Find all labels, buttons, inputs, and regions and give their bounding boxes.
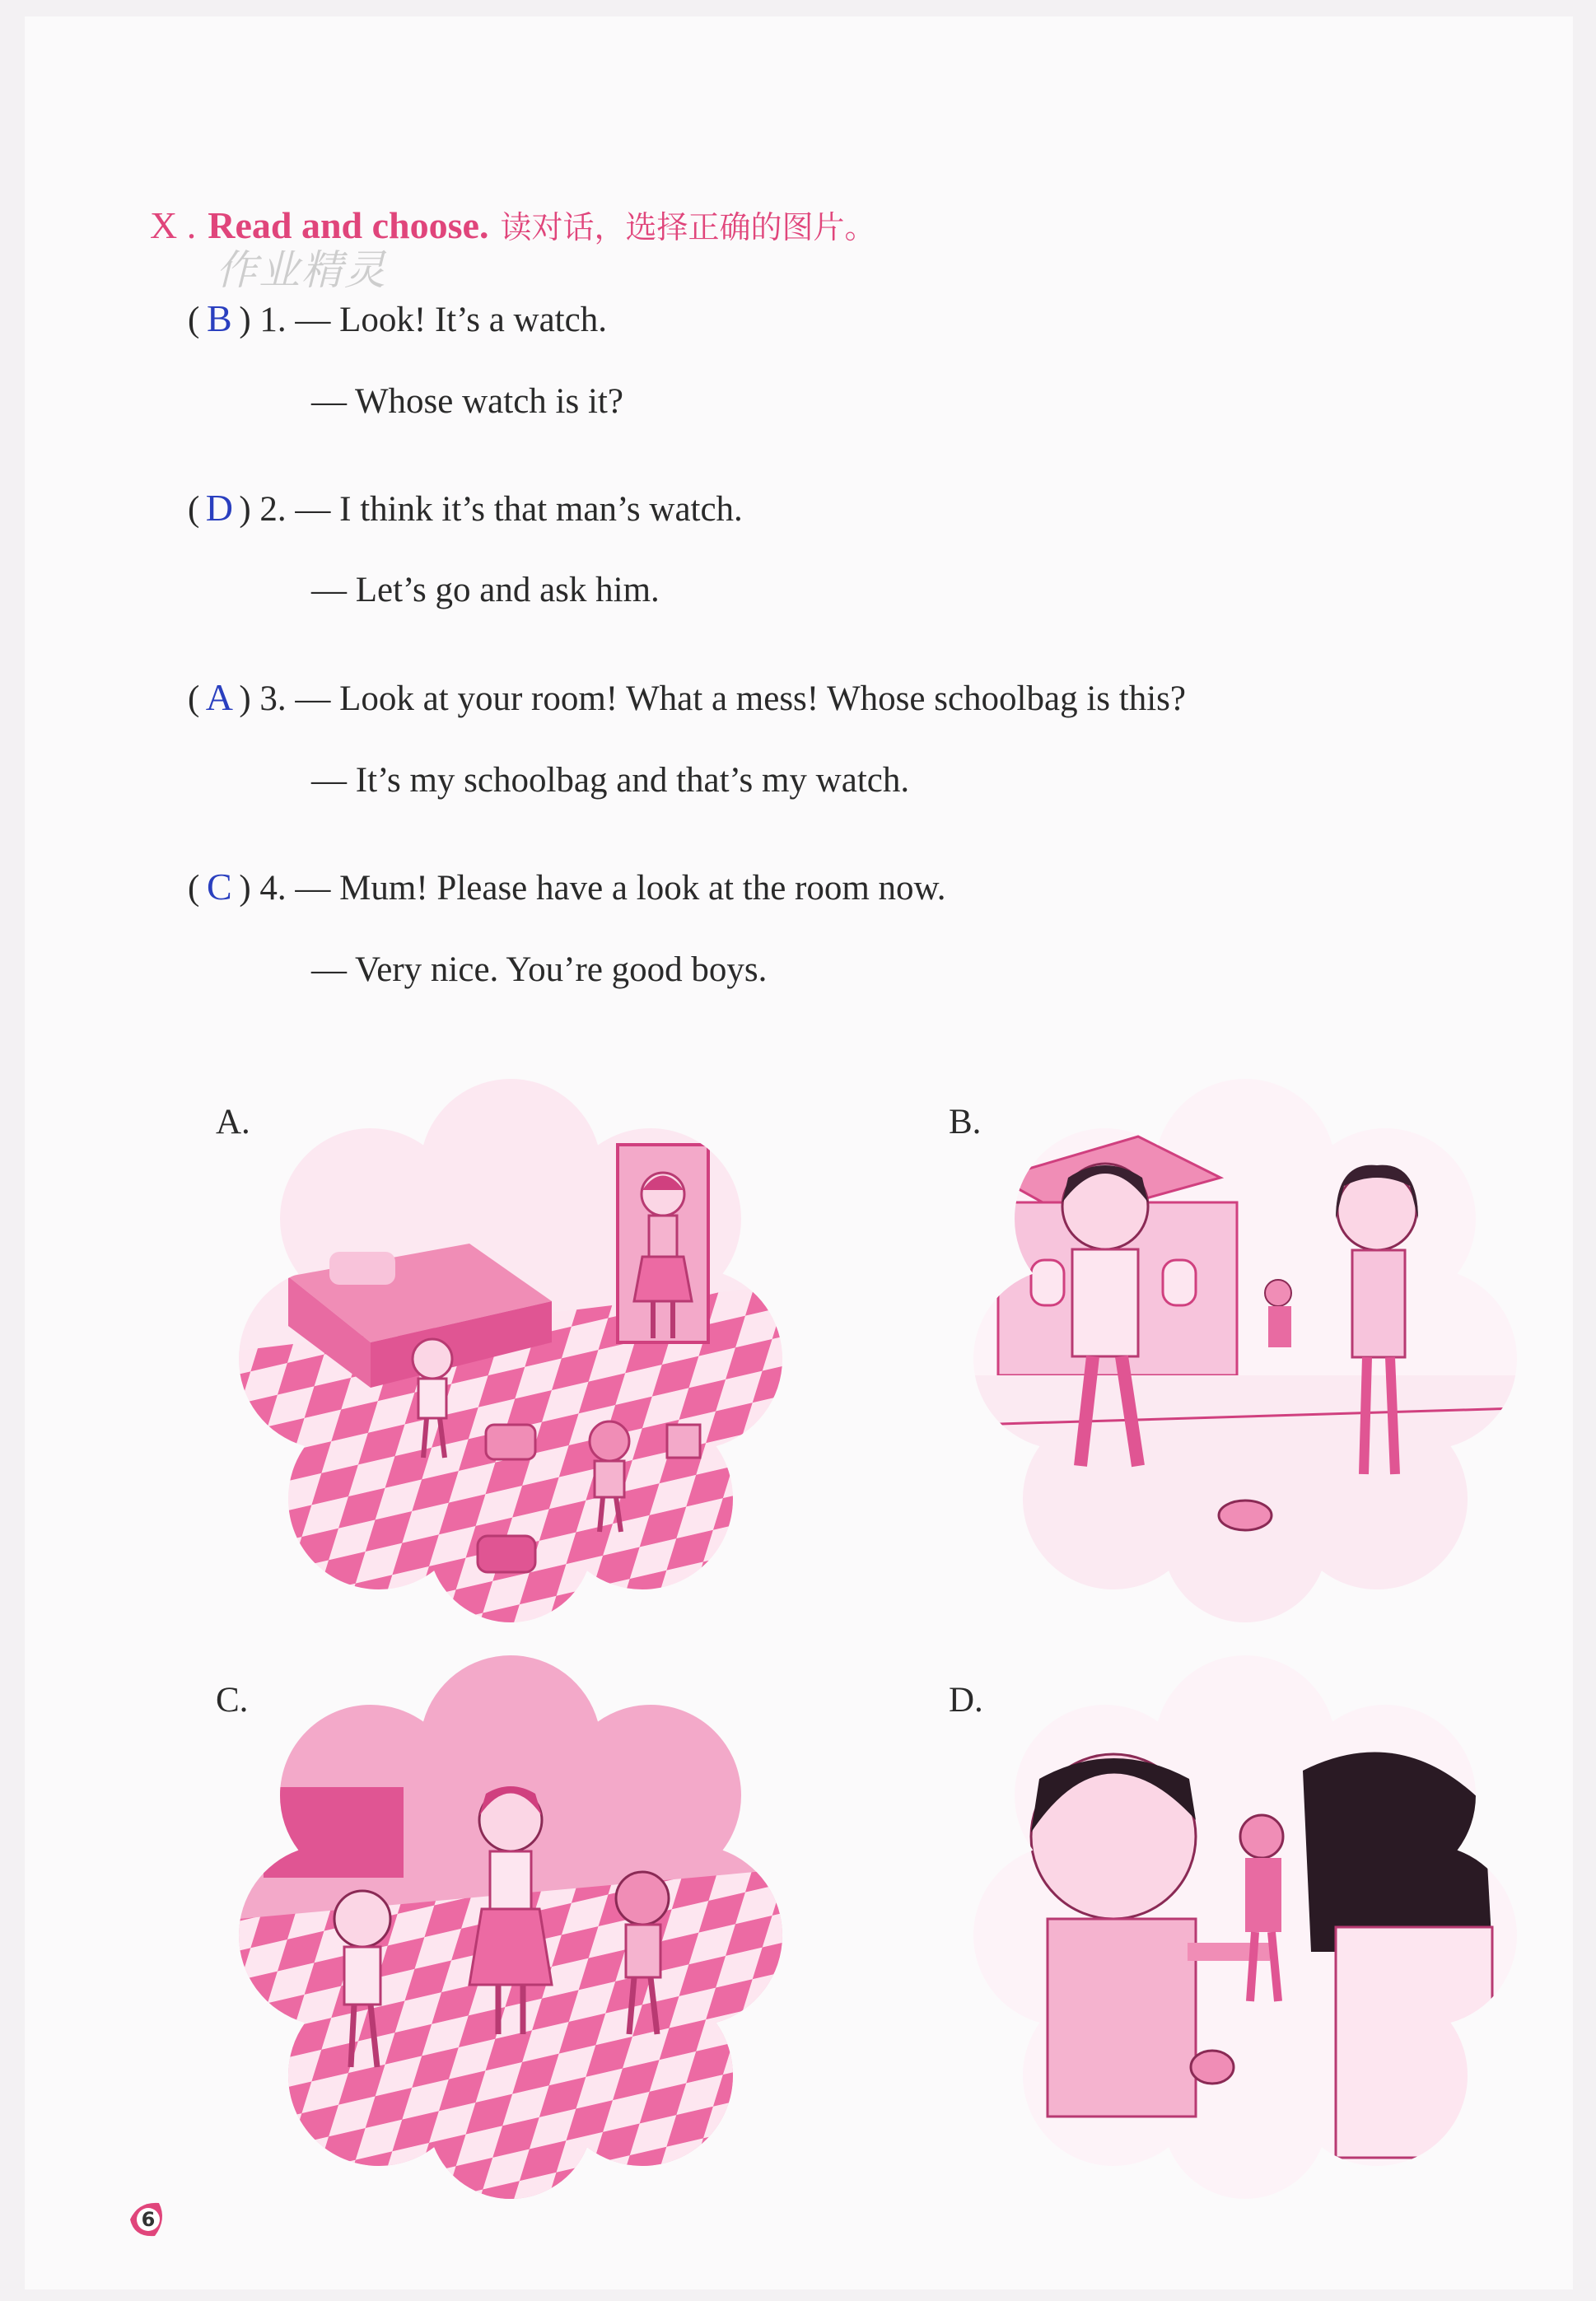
question-3-line-1: ( A ) 3. — Look at your room! What a mess! Whose schoolbag is this? [188, 676, 1186, 718]
answer-4: C [206, 866, 232, 908]
page-number: 6 [141, 2208, 156, 2231]
question-4-line-2: — Very nice. You’re good boys. [311, 950, 768, 989]
answer-3: A [205, 676, 233, 718]
question-2-line-2: — Let’s go and ask him. [311, 571, 660, 609]
page-number-badge [122, 2195, 171, 2244]
question-1-line-2: — Whose watch is it? [311, 382, 623, 421]
answer-2: D [205, 487, 233, 529]
picture-a-messy-room [239, 1079, 782, 1622]
section-title-chinese: 读对话，选择正确的图片。 [500, 209, 876, 245]
question-3-line-2: — It’s my schoolbag and that’s my watch. [311, 761, 910, 800]
section-title-english: Read and choose. [208, 204, 489, 246]
picture-b-street-watch [973, 1079, 1517, 1622]
option-label-d: D. [949, 1681, 983, 1720]
question-1-line-1: ( B ) 1. — Look! It’s a watch. [188, 297, 607, 339]
watermark: 作业精灵 [216, 246, 387, 294]
answer-1: B [206, 297, 232, 339]
section-number: X . [150, 204, 197, 246]
question-4-line-1: ( C ) 4. — Mum! Please have a look at the room now. [188, 866, 946, 908]
picture-c-tidy-room [239, 1655, 782, 2199]
question-2-line-1: ( D ) 2. — I think it’s that man’s watch. [188, 487, 743, 529]
workbook-page [25, 16, 1573, 2289]
picture-d-boy-with-watch [973, 1655, 1517, 2199]
option-label-b: B. [949, 1103, 982, 1141]
option-label-c: C. [216, 1681, 249, 1720]
option-label-a: A. [216, 1103, 250, 1141]
